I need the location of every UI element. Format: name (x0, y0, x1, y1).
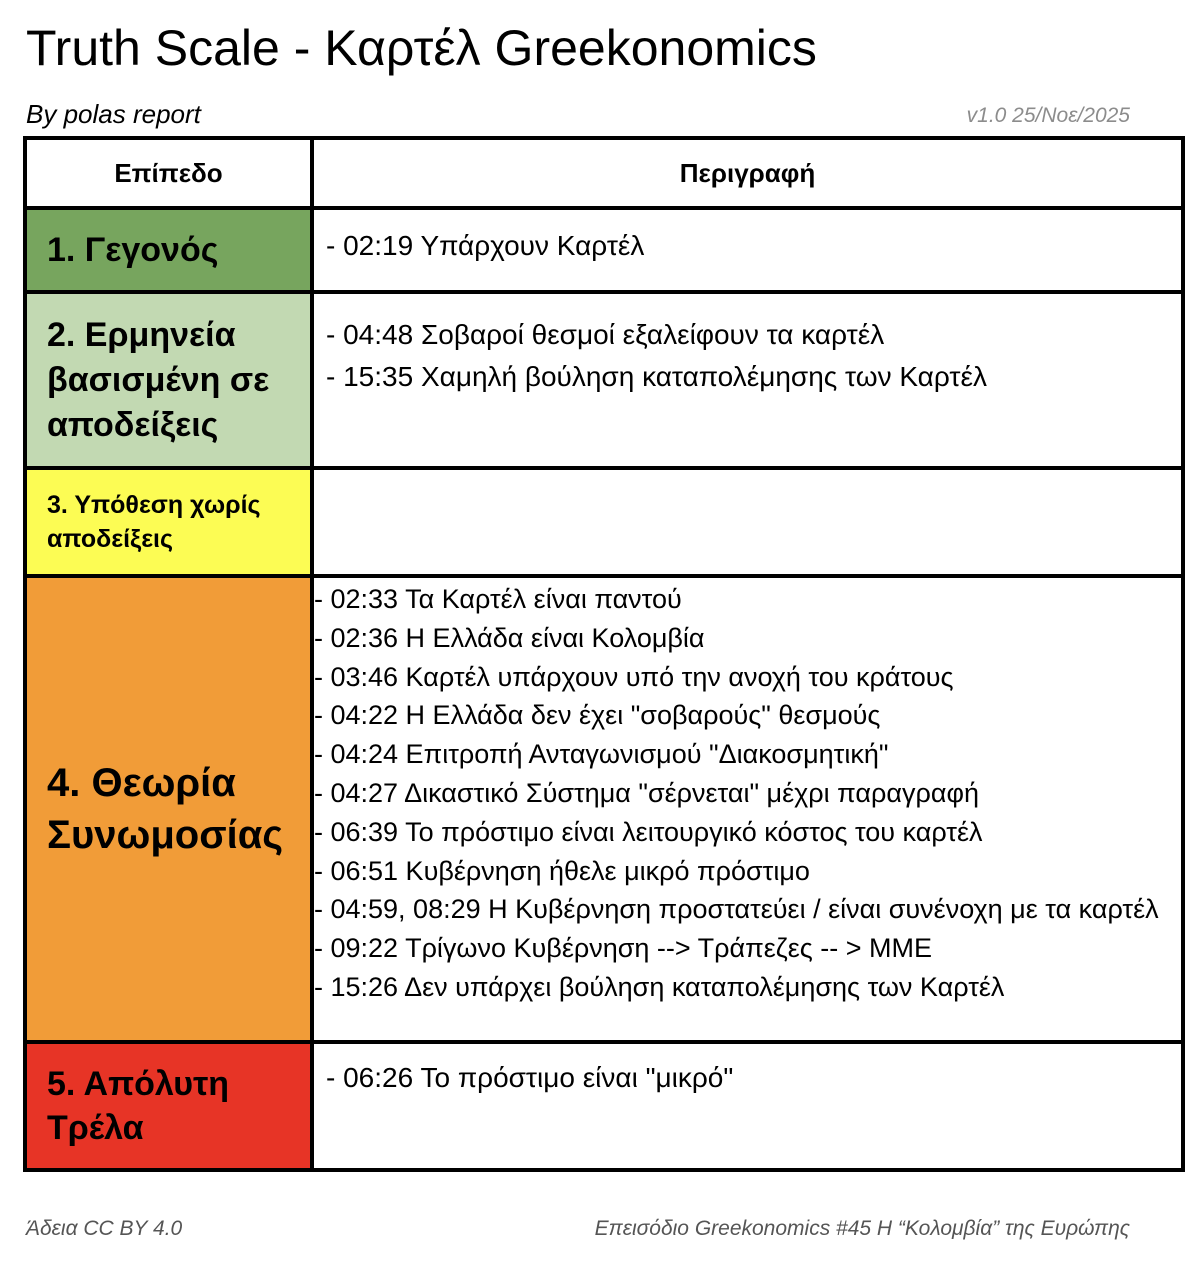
list-item: - 03:46 Καρτέλ υπάρχουν υπό την ανοχή του κράτους (314, 661, 954, 692)
list-item: - 02:33 Τα Καρτέλ είναι παντού (314, 584, 682, 614)
description-cell (312, 208, 1183, 292)
description-list (326, 1060, 1171, 1096)
table-row (25, 468, 1183, 576)
description-cell (312, 1042, 1183, 1170)
description-list (326, 228, 1171, 264)
level-hypothesis: 3. Υπόθεση χωρίς αποδείξεις (25, 468, 312, 576)
list-item: - 04:24 Επιτροπή Ανταγωνισμού "Διακοσμητική" (314, 739, 889, 770)
list-item: - 06:26 Το πρόστιμο είναι "μικρό" (326, 1062, 734, 1093)
table-row (25, 1042, 1183, 1170)
list-item: - 06:51 Κυβέρνηση ήθελε μικρό πρόστιμο (314, 855, 810, 886)
version-label: v1.0 25/Νοε/2025 (966, 104, 1130, 127)
description-cell-empty (312, 468, 1183, 576)
header-description: Περιγραφή (312, 138, 1183, 208)
list-item: - 04:27 Δικαστικό Σύστημα "σέρνεται" μέχρι παραγραφή (314, 777, 979, 808)
level-absolute-madness: 5. Απόλυτη Τρέλα (25, 1042, 312, 1170)
table-row (25, 576, 1183, 1042)
table-header-row (25, 138, 1183, 208)
list-item: - 04:59, 08:29 Η Κυβέρνηση προστατεύει / είναι συνένοχη με τα καρτέλ (314, 894, 1159, 925)
list-item: - 09:22 Τρίγωνο Κυβέρνηση --> Τράπεζες -- > ΜΜΕ (314, 933, 933, 964)
truth-scale-table (23, 136, 1185, 1172)
list-item: - 02:36 Η Ελλάδα είναι Κολομβία (314, 622, 705, 653)
list-item: - 15:26 Δεν υπάρχει βούληση καταπολέμησης των Καρτέλ (314, 971, 1005, 1002)
byline: By polas report (26, 99, 201, 129)
episode-label: Επεισόδιο Greekonomics #45 Η “Κολομβία” της Ευρώπης (594, 1217, 1130, 1240)
description-list (326, 314, 1171, 398)
level-conspiracy: 4. Θεωρία Συνωμοσίας (25, 576, 312, 1042)
description-list (314, 580, 1171, 1007)
table-row (25, 208, 1183, 292)
license-label: Άδεια CC BY 4.0 (26, 1217, 183, 1240)
level-evidence-interpretation: 2. Ερμηνεία βασισμένη σε αποδείξεις (25, 292, 312, 468)
level-fact: 1. Γεγονός (25, 208, 312, 292)
description-cell (312, 292, 1183, 468)
list-item: - 04:48 Σοβαροί θεσμοί εξαλείφουν τα καρτέλ (326, 319, 885, 350)
description-cell (312, 576, 1183, 1042)
header-level: Επίπεδο (25, 138, 312, 208)
list-item: - 02:19 Υπάρχουν Καρτέλ (326, 230, 645, 261)
page-title: Truth Scale - Καρτέλ Greekonomics (26, 20, 817, 76)
list-item: - 15:35 Χαμηλή βούληση καταπολέμησης των Καρτέλ (326, 361, 987, 392)
list-item: - 06:39 Το πρόστιμο είναι λειτουργικό κόστος του καρτέλ (314, 816, 983, 847)
table-row (25, 292, 1183, 468)
list-item: - 04:22 Η Ελλάδα δεν έχει "σοβαρούς" θεσμούς (314, 700, 881, 731)
